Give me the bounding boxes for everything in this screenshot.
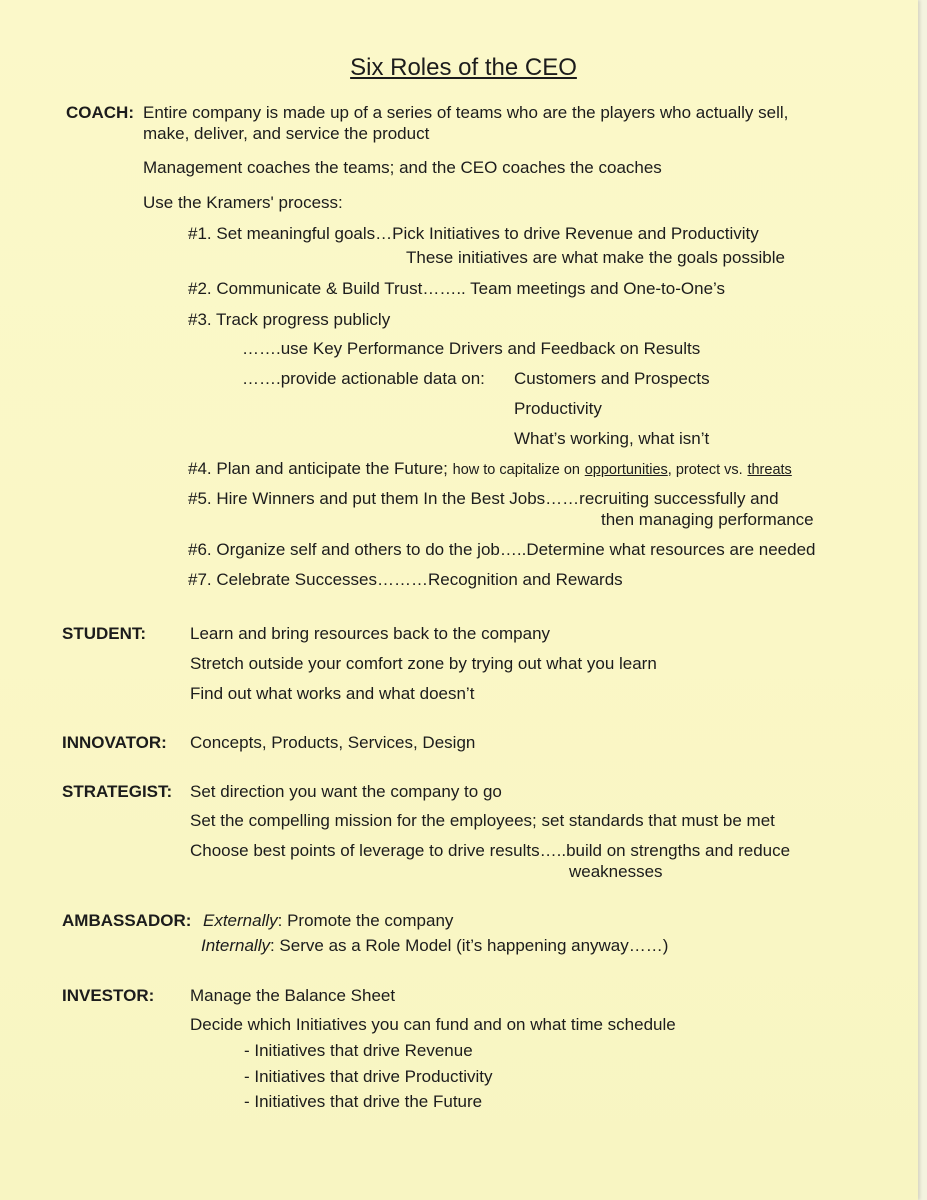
investor-line2: Decide which Initiatives you can fund and on what time schedule: [190, 1015, 676, 1034]
coach-management: Management coaches the teams; and the CEO coaches the coaches: [143, 158, 662, 177]
coach-step4-opportunities: opportunities: [584, 462, 668, 478]
coach-step4-small2: , protect vs.: [667, 462, 743, 478]
investor-bullet3: - Initiatives that drive the Future: [244, 1092, 483, 1111]
strategist-line3: Choose best points of leverage to drive results…..build on strengths and reduce: [190, 841, 791, 860]
ambassador-external-label: Externally: [203, 911, 278, 930]
ambassador-internal-label: Internally: [201, 936, 270, 955]
coach-step5-cont: then managing performance: [601, 510, 814, 529]
coach-step4-small1: how to capitalize on: [452, 462, 580, 478]
coach-step2: #2. Communicate & Build Trust…….. Team meetings and One-to-One’s: [188, 279, 726, 298]
strategist-label: STRATEGIST:: [62, 782, 173, 801]
ambassador-external: [203, 911, 453, 931]
ambassador-internal-text: : Serve as a Role Model (it’s happening anyway……): [269, 936, 669, 955]
coach-step3-b2: Productivity: [514, 399, 602, 418]
strategist-line1: Set direction you want the company to go: [190, 782, 502, 801]
ambassador-label: AMBASSADOR:: [62, 911, 192, 930]
coach-step7: #7. Celebrate Successes………Recognition and Rewards: [188, 570, 623, 589]
investor-label: INVESTOR:: [62, 986, 155, 1005]
coach-step4-main: #4. Plan and anticipate the Future;: [188, 459, 448, 478]
coach-step3-b: …….provide actionable data on:: [242, 369, 485, 388]
investor-bullet1: - Initiatives that drive Revenue: [244, 1041, 473, 1060]
coach-step3: #3. Track progress publicly: [188, 310, 391, 329]
coach-step1-cont: These initiatives are what make the goals possible: [406, 248, 785, 267]
coach-process-intro: Use the Kramers' process:: [143, 193, 343, 212]
innovator-label: INNOVATOR:: [62, 733, 167, 752]
coach-step3-b3: What’s working, what isn’t: [514, 429, 710, 448]
strategist-line3-cont: weaknesses: [569, 862, 663, 881]
ambassador-internal: [201, 936, 668, 956]
coach-step1: #1. Set meaningful goals…Pick Initiatives to drive Revenue and Productivity: [188, 224, 759, 243]
coach-line1: Entire company is made up of a series of teams who are the players who actually sell,: [143, 103, 789, 122]
coach-step4: [188, 459, 792, 480]
coach-line2: make, deliver, and service the product: [143, 124, 430, 143]
innovator-line1: Concepts, Products, Services, Design: [190, 733, 476, 752]
coach-label: COACH:: [66, 103, 134, 122]
student-label: STUDENT:: [62, 624, 147, 643]
strategist-line2: Set the compelling mission for the employees; set standards that must be met: [190, 811, 775, 830]
investor-bullet2: - Initiatives that drive Productivity: [244, 1067, 493, 1086]
coach-step3-a: …….use Key Performance Drivers and Feedback on Results: [242, 339, 701, 358]
student-line2: Stretch outside your comfort zone by trying out what you learn: [190, 654, 657, 673]
student-line1: Learn and bring resources back to the company: [190, 624, 551, 643]
page-title: Six Roles of the CEO: [350, 54, 577, 81]
coach-step4-threats: threats: [747, 462, 792, 478]
coach-step3-b1: Customers and Prospects: [514, 369, 710, 388]
investor-line1: Manage the Balance Sheet: [190, 986, 396, 1005]
coach-step5: #5. Hire Winners and put them In the Best Jobs……recruiting successfully and: [188, 489, 779, 508]
student-line3: Find out what works and what doesn’t: [190, 684, 475, 703]
ambassador-external-text: : Promote the company: [277, 911, 454, 930]
coach-step6: #6. Organize self and others to do the job…..Determine what resources are needed: [188, 540, 816, 559]
